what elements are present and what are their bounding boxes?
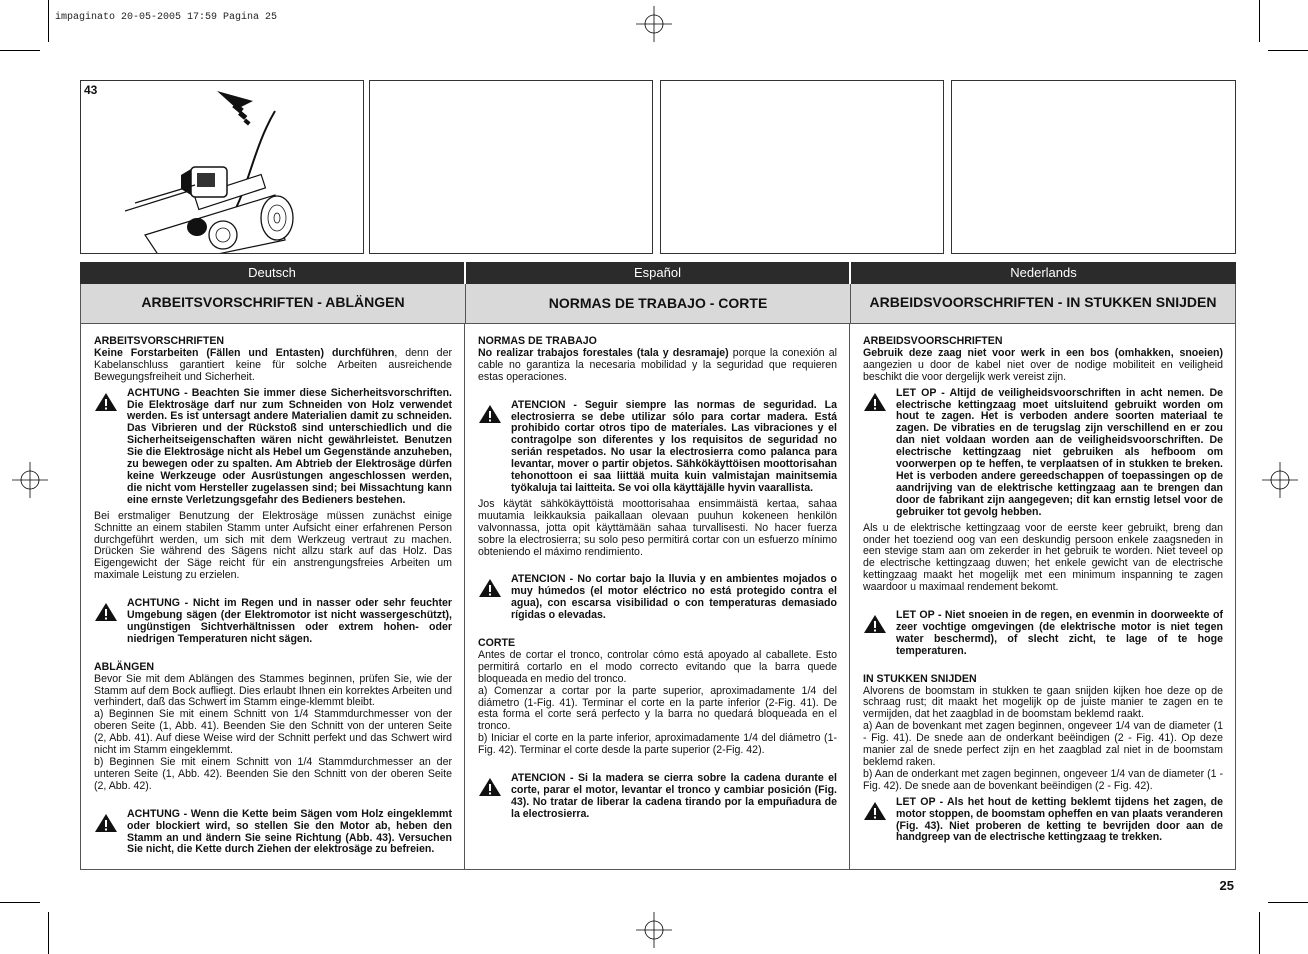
figure-box bbox=[80, 80, 364, 254]
warning-text: ATENCION - No cortar bajo la lluvia y en ambientes mojados o muy húmedos (el motor eléctrico no está protegido contra el agua), con escarsa visibilidad o con temperaturas demasiado rígidas o elevadas. bbox=[511, 573, 837, 622]
paragraph: a) Beginnen Sie mit einem Schnitt von 1/4 Stammdurchmesser von der oberen Seite (1, Abb. 41). Beenden Sie den Schnitt von der unteren Seite (2, Abb. 41). Auf diese Weise wird der Schnitt perfekt und das Schwert wird nicht im Stamm eingeklemmt. bbox=[94, 708, 452, 757]
subsection-heading: CORTE bbox=[478, 637, 516, 650]
lead-bold: No realizar trabajos forestales (tala y desramaje) bbox=[478, 346, 729, 359]
paragraph: a) Comenzar a cortar por la parte superior, aproximadamente 1/4 del diámetro (1-Fig. 41). Terminar el corte en la parte inferior (2-Fig. 41). De esta forma el corte será perfecto y la barra no quedará bloqueada en el tronco. bbox=[478, 684, 837, 733]
paragraph: Alvorens de boomstam in stukken te gaan snijden kijken hoe deze op de schraag rust; dit maakt het mogelijk op de juiste manier te zagen en te vermijden, dat het zaagblad in de boomstam beklemd raakt. bbox=[863, 684, 1223, 721]
paragraph: Bevor Sie mit dem Ablängen des Stammes beginnen, prüfen Sie, wie der Stamm auf dem Bock aufliegt. Dies erlaubt Ihnen ein korrektes Arbeiten und verhindert, daß das Schwert im Stamm einge-klemmt bleibt. bbox=[94, 672, 452, 709]
language-label: Nederlands bbox=[850, 262, 1236, 284]
registration-mark-icon bbox=[636, 912, 672, 948]
crop-mark bbox=[48, 0, 49, 42]
warning-block bbox=[863, 797, 1223, 845]
page-number: 25 bbox=[1219, 878, 1234, 893]
warning-triangle-icon bbox=[863, 801, 887, 821]
figure-box bbox=[660, 80, 944, 254]
warning-text: LET OP - Niet snoeien in de regen, en evenmin in doorweekte of zeer vochtige omgevingen (de elektrische motor is niet tegen water beschermd), of slecht zicht, te lage of te hoge temperaturen. bbox=[896, 609, 1223, 657]
text-column-nederlands bbox=[850, 324, 1236, 870]
warning-triangle-icon bbox=[94, 602, 118, 622]
warning-block bbox=[478, 400, 837, 495]
crop-mark bbox=[1259, 0, 1260, 42]
text-column-deutsch bbox=[80, 324, 465, 870]
warning-triangle-icon bbox=[863, 392, 887, 412]
warning-text: LET OP - Altijd de veiligheidsvoorschriften in acht nemen. De electrische kettingzaag moet uitsluitend gebruikt worden om hout te zagen. Het is verboden andere soorten materiaal te zagen. De vibraties en de terugslag zijn verschillend en er zou dan niet voldaan worden aan de veiligheidsvoorschriften. De electrische kettingzaag niet gebruiken als hefboom om voorwerpen op te heffen, te verplaatsen of in stukken te breken. Het is verboden andere gereedschappen of toepassingen op de aandrijving van de elektrische kettingzaag aan te brengen dan door de fabrikant zijn aangegeven; dit kan ernstig letsel voor de gebruiker tot gevolg hebben. bbox=[896, 386, 1223, 518]
registration-mark-icon bbox=[636, 6, 672, 42]
warning-text: ATENCION - Si la madera se cierra sobre la cadena durante el corte, parar el motor, levantar el tronco y cambiar posición (Fig. 43). No tratar de liberar la cadena tirando por la empuñadura de la electrosierra. bbox=[511, 772, 837, 820]
warning-block bbox=[478, 773, 837, 821]
paragraph: a) Aan de bovenkant met zagen beginnen, ongeveer 1/4 van de diameter (1 - Fig. 41). De snede aan de onderkant beëindigen (2 - Fig. 41). Op deze manier zal de snede perfect zijn en het zaagblad zal niet in de boomstam beklemd raken. bbox=[863, 720, 1223, 768]
paragraph: b) Beginnen Sie mit einem Schnitt von 1/4 Stammdurchmesser an der unteren Seite (1, Abb. 42). Beenden Sie den Schnitt von der oberen Seite (2, Abb. 42). bbox=[94, 756, 452, 792]
crop-mark bbox=[0, 902, 40, 903]
warning-triangle-icon bbox=[863, 614, 887, 634]
warning-block bbox=[94, 598, 452, 646]
paragraph: Als u de elektrische kettingzaag voor de eerste keer gebruikt, breng dan onder het toeziend oog van een deskundig persoon enkele zaagsneden in een stevige stam aan om zekerder in het gebruik te worden. Niet teveel op de electrische kettingzaag duwen; het enkele gewicht van de electrische kettingzaag maakt het mogelijk met een minimum inspanning te zagen waardoor u maximaal rendement bekomt. bbox=[863, 521, 1223, 594]
chainsaw-log-illustration-icon bbox=[125, 85, 325, 253]
subsection-heading: ARBEITSVORSCHRIFTEN bbox=[94, 335, 225, 347]
warning-triangle-icon bbox=[478, 578, 502, 598]
crop-mark bbox=[1268, 50, 1308, 51]
paragraph: Bei erstmaliger Benutzung der Elektrosäge müssen zunächst einige Schnitte an einem stabilen Stamm unter Aufsicht einer erfahrenen Person durchgeführt werden, um sich mit dem Werkzeug vertraut zu machen. Drücken Sie während des Sägens nicht allzu stark auf das Holz. Das Eigengewicht der Säge reicht für ein anstrengungsfreies Arbeiten um maximale Leistung zu erzielen. bbox=[94, 509, 452, 582]
print-header: impaginato 20-05-2005 17:59 Pagina 25 bbox=[55, 12, 278, 23]
warning-triangle-icon bbox=[94, 813, 118, 833]
figure-box bbox=[369, 80, 653, 254]
language-label: Español bbox=[465, 262, 849, 284]
warning-block bbox=[863, 388, 1223, 519]
warning-triangle-icon bbox=[94, 392, 118, 412]
registration-mark-icon bbox=[1262, 462, 1298, 498]
paragraph bbox=[863, 348, 1223, 384]
subsection-heading: ARBEIDSVOORSCHRIFTEN bbox=[863, 335, 1003, 347]
warning-text: ACHTUNG - Wenn die Kette beim Sägen vom Holz eingeklemmt oder blockiert wird, so stellen Sie den Motor ab, heben den Stamm an und ändern Sie seine Richtung (Abb. 43). Versuchen Sie nicht, die Kette durch Ziehen der elektrosäge zu befreien. bbox=[127, 807, 452, 856]
lead-bold: Keine Forstarbeiten (Fällen und Entasten) durchführen bbox=[94, 346, 395, 359]
crop-mark bbox=[1259, 912, 1260, 954]
subsection-heading: NORMAS DE TRABAJO bbox=[478, 335, 597, 347]
warning-text: ATENCION - Seguir siempre las normas de seguridad. La electrosierra se debe utilizar sólo para cortar madera. Está prohibido cortar otros tipo de materiales. Las vibraciones y el contragolpe son diferentes y los requisitos de seguridad no serián respetados. No usar la electrosierra como palanca para levantar, mover o partir objetos. Sähkökäyttöisen moottorisahan tehonottoon ei saa liittää muita kuin valmistajan mainitsemia työkaluja tai laitteita. Se voi olla käyttäjälle hyvin vaarallista. bbox=[511, 398, 837, 494]
warning-block bbox=[94, 809, 452, 857]
figure-box bbox=[951, 80, 1236, 254]
warning-block bbox=[478, 574, 837, 622]
crop-mark bbox=[1268, 902, 1308, 903]
lead-bold: Gebruik deze zaag niet voor werk in een bos (omhakken, snoeien) bbox=[863, 346, 1223, 359]
warning-text: LET OP - Als het hout de ketting beklemt tijdens het zagen, de motor stoppen, de boomstam opheffen en van plaats veranderen (Fig. 43). Niet proberen de ketting te bevrijden door aan de handgreep van de electrische kettingzaag te trekken. bbox=[896, 795, 1223, 844]
registration-mark-icon bbox=[12, 462, 48, 498]
text-column-espanol bbox=[465, 324, 850, 870]
warning-text: ACHTUNG - Nicht im Regen und in nasser oder sehr feuchter Umgebung sägen (der Elektromotor ist nicht wassergeschützt), ungünstigen Sichtverhältnissen oder extrem hohen- oder niedrigen Temperaturen nicht sägen. bbox=[127, 597, 452, 645]
section-title: ARBEIDSVOORSCHRIFTEN - IN STUKKEN SNIJDEN bbox=[850, 284, 1236, 324]
lead-rest: , denn der Kabelanschluss garantiert keine für solche Arbeiten ausreichende Bewegungsfreiheit und Sicherheit. bbox=[94, 346, 452, 383]
warning-text: ACHTUNG - Beachten Sie immer diese Sicherheitsvorschriften. Die Elektrosäge darf nur zum Schneiden von Holz verwendet werden. Es ist untersagt andere Materialien damit zu schneiden. Das Vibrieren und der Rückstoß sind unterschiedlich und die Sicherheitseigenschaften wären nicht gewährleistet. Benutzen Sie die Elektrosäge nicht als Hebel um Gegenstände anzuheben, zu bewegen oder zu spalten. Am Abtrieb der Elektrosäge dürfen keine Werkzeuge oder Ausrüstungen angeschlossen werden, die nicht vom Hersteller zugelassen sind; bei Missachtung kann eine ernste Verletzungsgefahr des Bedieners bestehen. bbox=[127, 386, 452, 506]
section-title: ARBEITSVORSCHRIFTEN - ABLÄNGEN bbox=[80, 284, 465, 324]
figure-number: 43 bbox=[84, 83, 98, 97]
subsection-heading: ABLÄNGEN bbox=[94, 660, 155, 673]
warning-triangle-icon bbox=[478, 777, 502, 797]
paragraph: Jos käytät sähkökäyttöistä moottorisahaa ensimmäistä kertaa, sahaa muutamia leikkauksia paikallaan olevaan puuhun kokeneen henkilön valvonnassa, jotta opit käyttämään sahaa turvallisesti. No hacer fuerza sobre la electrosierra; su solo peso permitirá cortar con un esfuerzo mínimo obteniendo el máximo rendimiento. bbox=[478, 497, 837, 558]
lead-rest: aangezien u door de kabel niet over de nodige mobiliteit en veiligheid beschikt die voor dergelijk werk vereist zijn. bbox=[863, 358, 1223, 383]
subsection-heading: IN STUKKEN SNIJDEN bbox=[863, 672, 977, 685]
crop-mark bbox=[48, 912, 49, 954]
paragraph bbox=[94, 348, 452, 384]
crop-mark bbox=[0, 50, 40, 51]
paragraph bbox=[478, 348, 837, 384]
warning-block bbox=[94, 388, 452, 507]
warning-triangle-icon bbox=[478, 404, 502, 424]
warning-block bbox=[863, 610, 1223, 658]
lead-rest: porque la conexión al cable no garantiza la necesaria mobilidad y la seguridad que requieren estas operaciones. bbox=[478, 346, 837, 383]
language-label: Deutsch bbox=[80, 262, 464, 284]
paragraph: b) Iniciar el corte en la parte inferior, aproximadamente 1/4 del diámetro (1-Fig. 42). Terminar el corte desde la parte superior (2-Fig. 42). bbox=[478, 732, 837, 757]
paragraph: Antes de cortar el tronco, controlar cómo está apoyado al caballete. Esto permitirá cortarlo en el modo correcto evitando que la barra quede bloqueada en medio del tronco. bbox=[478, 648, 837, 685]
paragraph: b) Aan de onderkant met zagen beginnen, ongeveer 1/4 van de diameter (1 - Fig. 42). De snede aan de bovenkant beëindigen (2 - Fig. 42). bbox=[863, 767, 1223, 792]
section-title: NORMAS DE TRABAJO - CORTE bbox=[465, 284, 850, 324]
